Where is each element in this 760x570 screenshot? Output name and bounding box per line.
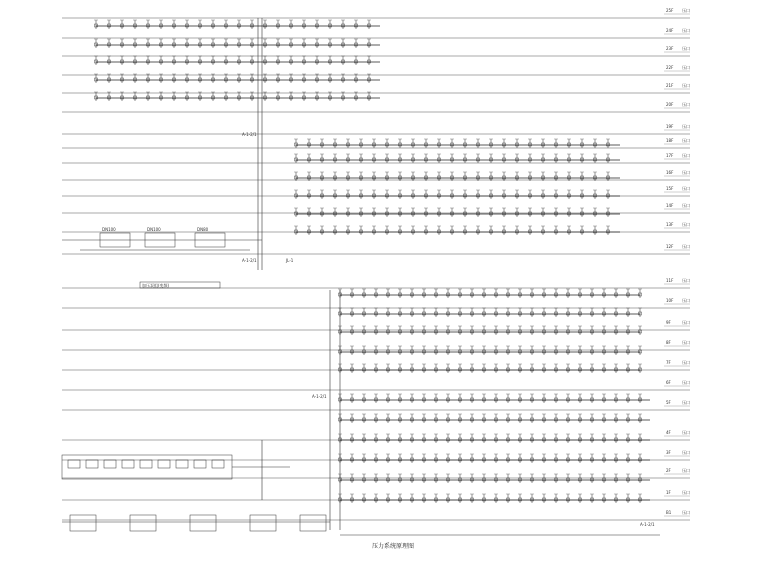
floor-suffix-label: 压口: [682, 298, 690, 303]
tank-cell: [140, 460, 152, 468]
floor-level-label: 9F: [666, 320, 671, 325]
floor-level-label: 6F: [666, 380, 671, 385]
floor-level-label: 1F: [666, 490, 671, 495]
floor-level-label: 4F: [666, 430, 671, 435]
floor-level-label: 21F: [666, 83, 674, 88]
equipment-label: 加压泵组(变频): [142, 283, 170, 288]
floor-level-label: 2F: [666, 468, 671, 473]
floor-suffix-label: 压口: [682, 153, 690, 158]
floor-level-label: 12F: [666, 244, 674, 249]
floor-level-label: 3F: [666, 450, 671, 455]
bottom-pump: [130, 515, 156, 531]
floor-level-label: 22F: [666, 65, 674, 70]
floor-labels: [242, 7, 690, 527]
drawing-title: 压力系统原理图: [372, 543, 415, 550]
bottom-pump: [70, 515, 96, 531]
floor-suffix-label: 压口: [682, 186, 690, 191]
floor-suffix-label: 压口: [682, 83, 690, 88]
floor-suffix-label: 压口: [682, 138, 690, 143]
floor-level-label: 16F: [666, 170, 674, 175]
bottom-pump: [190, 515, 216, 531]
bottom-pump: [250, 515, 276, 531]
floor-suffix-label: 压口: [682, 244, 690, 249]
riser-pipes: [258, 18, 340, 530]
tank-cell: [104, 460, 116, 468]
floor-suffix-label: 压口: [682, 320, 690, 325]
floor-suffix-label: 压口: [682, 510, 690, 515]
floor-suffix-label: 压口: [682, 28, 690, 33]
floor-suffix-label: 压口: [682, 450, 690, 455]
floor-suffix-label: 压口: [682, 222, 690, 227]
tank-cell: [176, 460, 188, 468]
riser-label: A-1-2/1: [242, 132, 257, 137]
tank-cell: [158, 460, 170, 468]
equipment-label: DN100: [147, 227, 161, 232]
floor-suffix-label: 压口: [682, 400, 690, 405]
tank-cell: [194, 460, 206, 468]
equipment-label: DN100: [102, 227, 116, 232]
floor-level-label: 14F: [666, 203, 674, 208]
floor-suffix-label: 压口: [682, 203, 690, 208]
floor-level-label: B1: [666, 510, 672, 515]
floor-suffix-label: 压口: [682, 124, 690, 129]
floor-level-label: 24F: [666, 28, 674, 33]
equipment-area: [62, 227, 660, 535]
floor-suffix-label: 压口: [682, 468, 690, 473]
floor-level-label: 10F: [666, 298, 674, 303]
floor-suffix-label: 压口: [682, 102, 690, 107]
floor-suffix-label: 压口: [682, 340, 690, 345]
equipment-label: DN80: [197, 227, 209, 232]
floor-level-label: 18F: [666, 138, 674, 143]
floor-level-label: 7F: [666, 360, 671, 365]
fixture-groups: [94, 20, 650, 503]
floor-suffix-label: 压口: [682, 430, 690, 435]
floor-level-label: 8F: [666, 340, 671, 345]
riser-label: A-1-2/1: [640, 522, 655, 527]
floor-level-label: 13F: [666, 222, 674, 227]
floor-suffix-label: 压口: [682, 8, 690, 13]
floor-level-label: 20F: [666, 102, 674, 107]
floor-level-label: 11F: [666, 278, 674, 283]
floor-level-label: 17F: [666, 153, 674, 158]
tank-cell: [122, 460, 134, 468]
floor-level-label: 15F: [666, 186, 674, 191]
floor-level-label: 19F: [666, 124, 674, 129]
riser-label: JL-1: [286, 258, 294, 263]
riser-label: A-1-2/1: [242, 258, 257, 263]
floor-suffix-label: 压口: [682, 490, 690, 495]
floor-level-label: 5F: [666, 400, 671, 405]
floor-suffix-label: 压口: [682, 46, 690, 51]
bottom-pump: [300, 515, 326, 531]
floor-suffix-label: 压口: [682, 170, 690, 175]
floor-suffix-label: 压口: [682, 360, 690, 365]
floor-suffix-label: 压口: [682, 65, 690, 70]
floor-lines: [62, 14, 690, 520]
tank-cell: [68, 460, 80, 468]
riser-label: A-1-2/1: [312, 394, 327, 399]
floor-suffix-label: 压口: [682, 380, 690, 385]
tank-cell: [86, 460, 98, 468]
floor-level-label: 25F: [666, 8, 674, 13]
tank-frame: [62, 455, 232, 479]
floor-level-label: 23F: [666, 46, 674, 51]
tank-cell: [212, 460, 224, 468]
floor-suffix-label: 压口: [682, 278, 690, 283]
